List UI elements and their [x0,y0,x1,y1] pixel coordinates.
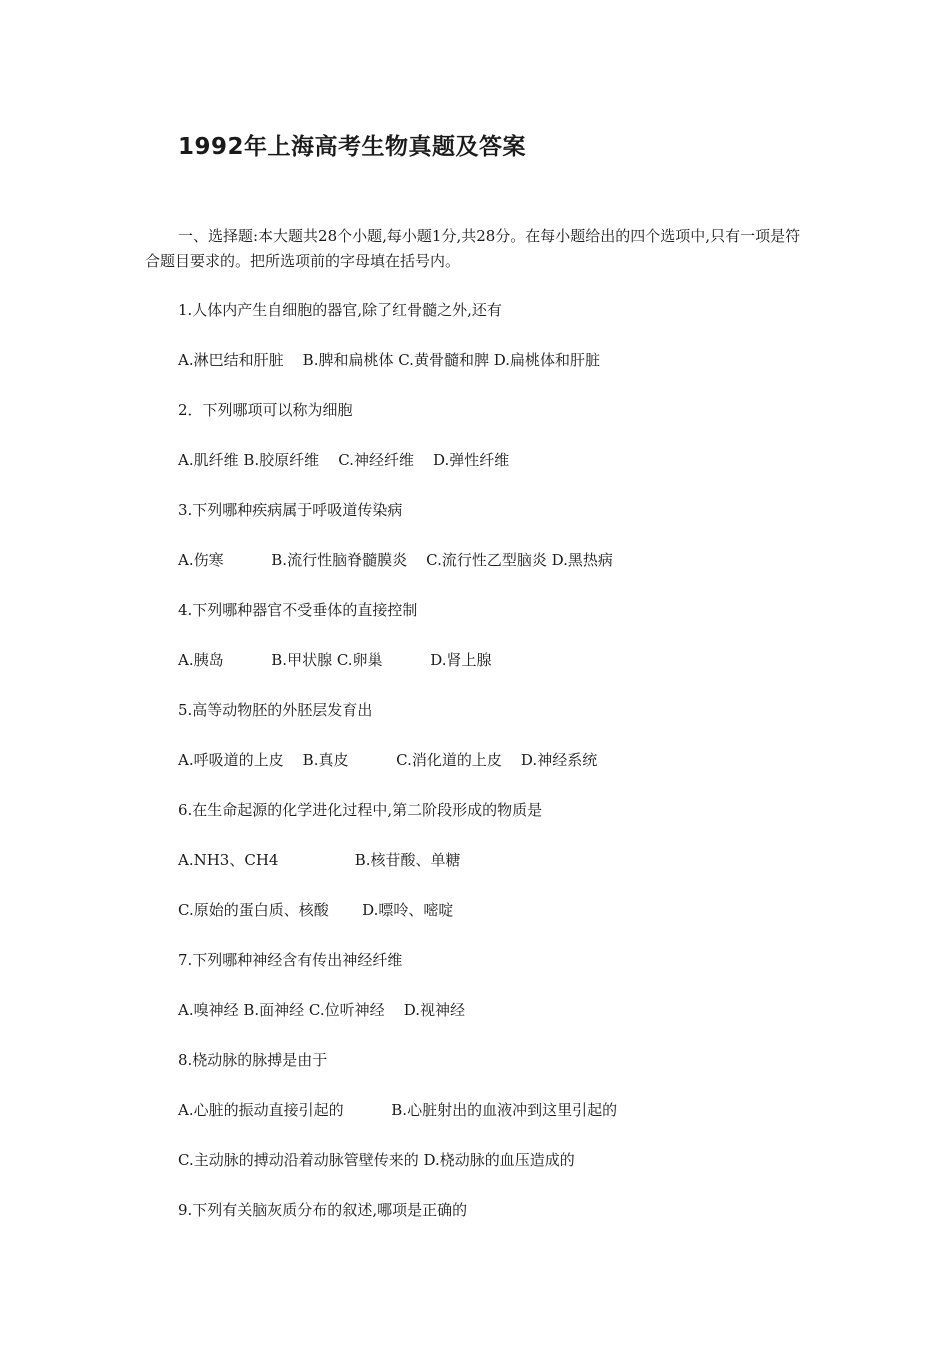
question-8-options-cd: C.主动脉的搏动沿着动脉管壁传来的 D.桡动脉的血压造成的 [178,1151,575,1169]
question-5: 5.高等动物胚的外胚层发育出 [178,701,373,719]
question-7-options: A.嗅神经 B.面神经 C.位听神经 D.视神经 [178,1001,465,1019]
question-6-options-ab: A.NH3、CH4 B.核苷酸、单糖 [178,851,461,869]
section-intro: 一、选择题:本大题共28个小题,每小题1分,共28分。在每小题给出的四个选项中,只有一项是符合题目要求的。把所选项前的字母填在括号内。 [145,227,801,270]
question-4-options: A.胰岛 B.甲状腺 C.卵巢 D.肾上腺 [178,651,492,669]
question-2-options: A.肌纤维 B.胶原纤维 C.神经纤维 D.弹性纤维 [178,451,510,469]
question-8: 8.桡动脉的脉搏是由于 [178,1051,328,1069]
question-1-options: A.淋巴结和肝脏 B.脾和扁桃体 C.黄骨髓和脾 D.扁桃体和肝脏 [178,351,600,369]
question-6-options-cd: C.原始的蛋白质、核酸 D.嘌呤、嘧啶 [178,901,454,919]
question-4: 4.下列哪种器官不受垂体的直接控制 [178,601,418,619]
document-title: 1992年上海高考生物真题及答案 [178,134,527,160]
question-3: 3.下列哪种疾病属于呼吸道传染病 [178,501,403,519]
question-5-options: A.呼吸道的上皮 B.真皮 C.消化道的上皮 D.神经系统 [178,751,598,769]
question-7: 7.下列哪种神经含有传出神经纤维 [178,951,403,969]
question-8-options-ab: A.心脏的振动直接引起的 B.心脏射出的血液冲到这里引起的 [178,1101,618,1119]
question-2: 2．下列哪项可以称为细胞 [178,401,353,419]
question-1: 1.人体内产生自细胞的器官,除了红骨髓之外,还有 [178,301,502,319]
question-3-options: A.伤寒 B.流行性脑脊髓膜炎 C.流行性乙型脑炎 D.黑热病 [178,551,613,569]
question-6: 6.在生命起源的化学进化过程中,第二阶段形成的物质是 [178,801,543,819]
question-9: 9.下列有关脑灰质分布的叙述,哪项是正确的 [178,1201,468,1219]
